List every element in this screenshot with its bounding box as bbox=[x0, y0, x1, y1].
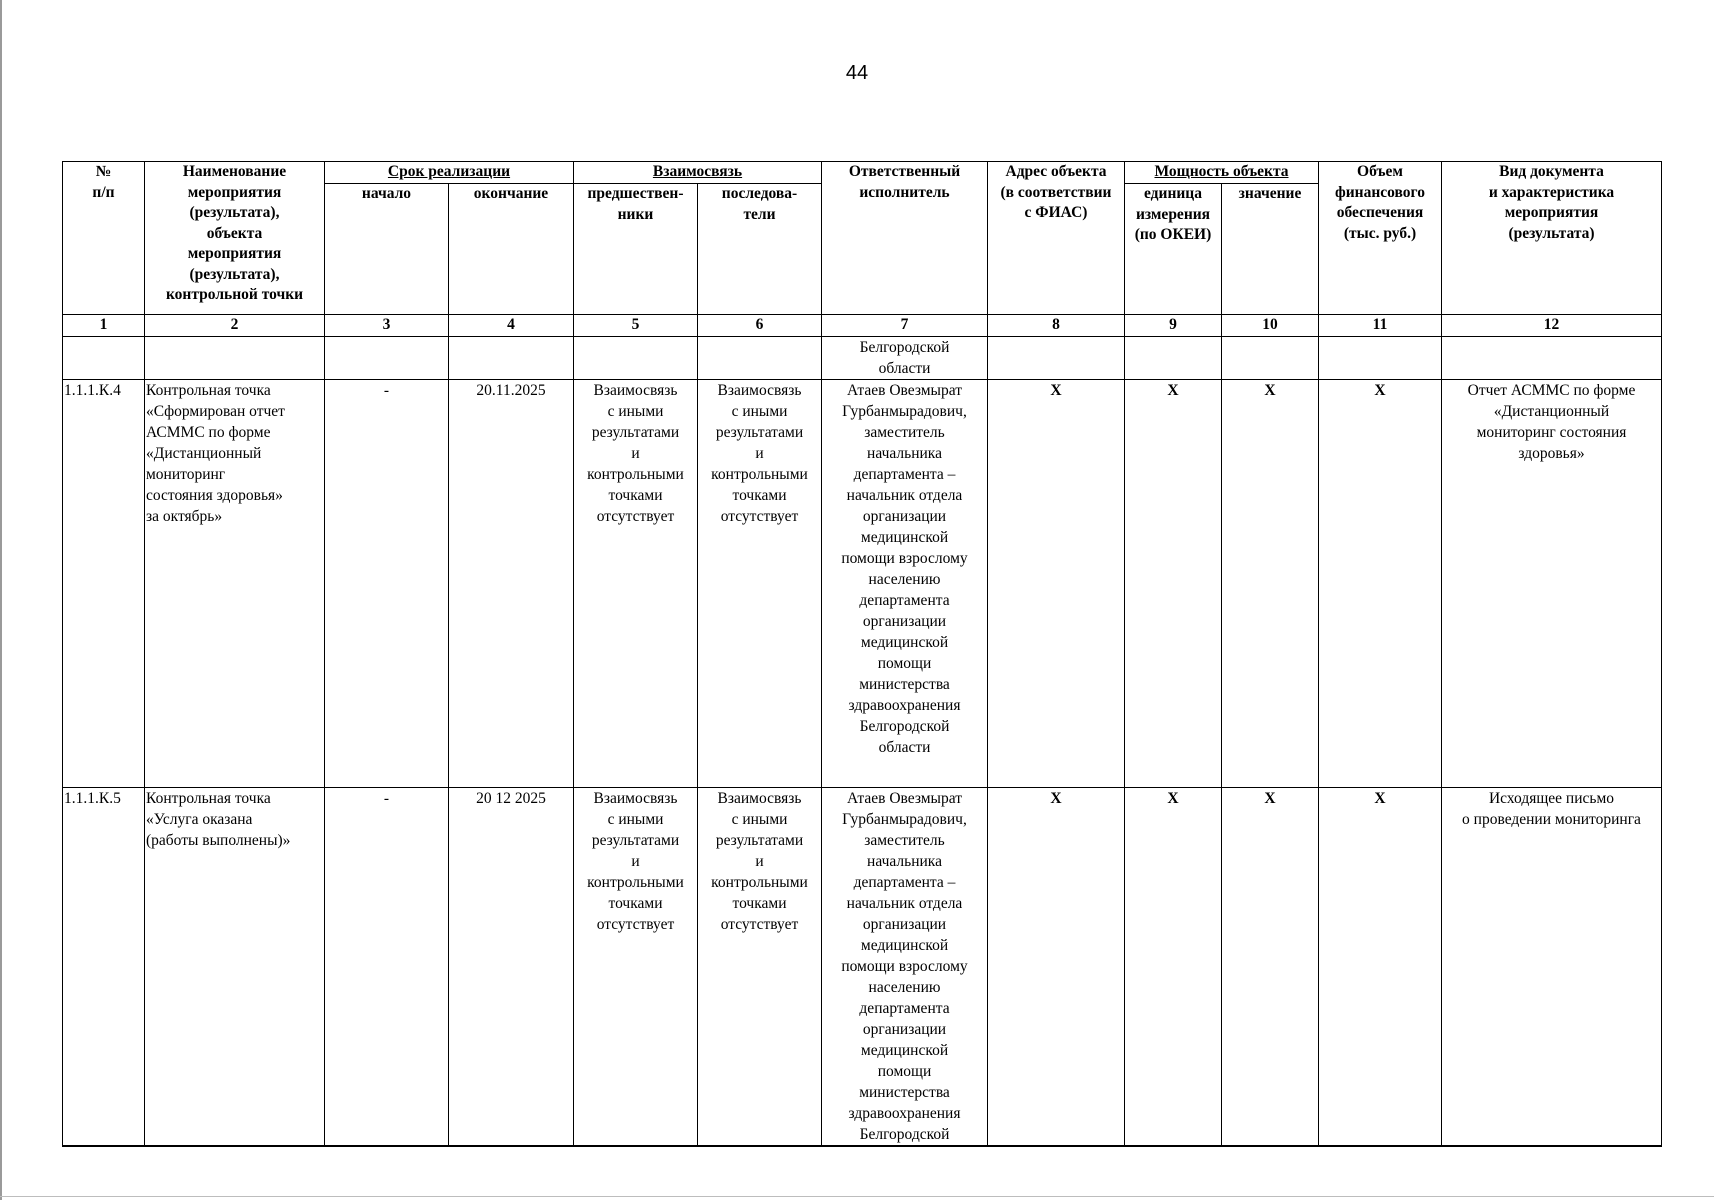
row-start: - bbox=[325, 788, 449, 1147]
header-successors: последова- тели bbox=[698, 184, 822, 315]
table-cell bbox=[63, 337, 145, 380]
column-number: 9 bbox=[1125, 315, 1222, 337]
header-num: № п/п bbox=[63, 162, 145, 315]
row-successors: Взаимосвязь с иными результатами и контрольными точками отсутствует bbox=[698, 380, 822, 788]
table-cell bbox=[1319, 337, 1442, 380]
page-number: 44 bbox=[845, 62, 869, 84]
table-cell bbox=[698, 337, 822, 380]
column-number: 12 bbox=[1442, 315, 1662, 337]
page-left-edge bbox=[0, 0, 2, 1200]
table-cell bbox=[1125, 337, 1222, 380]
row-value: Х bbox=[1222, 380, 1319, 788]
column-number: 6 bbox=[698, 315, 822, 337]
column-number: 7 bbox=[822, 315, 988, 337]
header-address: Адрес объекта (в соответствии с ФИАС) bbox=[988, 162, 1125, 315]
header-finance: Объем финансового обеспечения (тыс. руб.) bbox=[1319, 162, 1442, 315]
header-responsible: Ответственный исполнитель bbox=[822, 162, 988, 315]
continuation-responsible: Белгородской области bbox=[822, 337, 988, 380]
row-end: 20 12 2025 bbox=[449, 788, 574, 1147]
table-row bbox=[63, 380, 1662, 788]
table-cell bbox=[1222, 337, 1319, 380]
row-unit: Х bbox=[1125, 380, 1222, 788]
header-name: Наименование мероприятия (результата), объекта мероприятия (результата), контрольной точки bbox=[145, 162, 325, 315]
row-address: Х bbox=[988, 380, 1125, 788]
row-name: Контрольная точка «Сформирован отчет АСММС по форме «Дистанционный мониторинг состояния здоровья» за октябрь» bbox=[145, 380, 325, 788]
header-period: Срок реализации bbox=[325, 162, 574, 184]
row-finance: Х bbox=[1319, 788, 1442, 1147]
row-unit: Х bbox=[1125, 788, 1222, 1147]
header-end: окончание bbox=[449, 184, 574, 315]
table-cell bbox=[145, 337, 325, 380]
header-value: значение bbox=[1222, 184, 1319, 315]
continuation-row bbox=[63, 337, 1662, 380]
page-bottom-edge bbox=[0, 1196, 1714, 1197]
header-predecessors: предшествен- ники bbox=[574, 184, 698, 315]
header-relation: Взаимосвязь bbox=[574, 162, 822, 184]
header-start: начало bbox=[325, 184, 449, 315]
header-unit: единица измерения (по ОКЕИ) bbox=[1125, 184, 1222, 315]
row-start: - bbox=[325, 380, 449, 788]
column-number: 11 bbox=[1319, 315, 1442, 337]
row-predecessors: Взаимосвязь с иными результатами и контрольными точками отсутствует bbox=[574, 788, 698, 1147]
table-cell bbox=[449, 337, 574, 380]
column-number: 2 bbox=[145, 315, 325, 337]
row-responsible: Атаев Овезмырат Гурбанмырадович, заместитель начальника департамента – начальник отдела организации медицинской помощи взрослому населению департамента организации медицинской помощи министерства здравоохранения Белгородской bbox=[822, 788, 988, 1147]
header-capacity: Мощность объекта bbox=[1125, 162, 1319, 184]
row-successors: Взаимосвязь с иными результатами и контрольными точками отсутствует bbox=[698, 788, 822, 1147]
row-doc-type: Исходящее письмо о проведении мониторинга bbox=[1442, 788, 1662, 1147]
table-cell bbox=[1442, 337, 1662, 380]
row-id: 1.1.1.К.5 bbox=[63, 788, 145, 1147]
table-cell bbox=[988, 337, 1125, 380]
plan-table bbox=[62, 161, 1662, 1147]
column-number: 4 bbox=[449, 315, 574, 337]
row-name: Контрольная точка «Услуга оказана (работы выполнены)» bbox=[145, 788, 325, 1147]
row-end: 20.11.2025 bbox=[449, 380, 574, 788]
header-row-top bbox=[63, 162, 1662, 184]
table-cell bbox=[574, 337, 698, 380]
row-doc-type: Отчет АСММС по форме «Дистанционный мониторинг состояния здоровья» bbox=[1442, 380, 1662, 788]
column-number: 8 bbox=[988, 315, 1125, 337]
column-number: 3 bbox=[325, 315, 449, 337]
column-number: 1 bbox=[63, 315, 145, 337]
column-number-row bbox=[63, 315, 1662, 337]
row-value: Х bbox=[1222, 788, 1319, 1147]
row-finance: Х bbox=[1319, 380, 1442, 788]
table-row bbox=[63, 788, 1662, 1147]
row-responsible: Атаев Овезмырат Гурбанмырадович, заместитель начальника департамента – начальник отдела организации медицинской помощи взрослому населению департамента организации медицинской помощи министерства здравоохранения Белгородской области bbox=[822, 380, 988, 788]
row-predecessors: Взаимосвязь с иными результатами и контрольными точками отсутствует bbox=[574, 380, 698, 788]
header-doc-type: Вид документа и характеристика мероприятия (результата) bbox=[1442, 162, 1662, 315]
table-cell bbox=[325, 337, 449, 380]
column-number: 5 bbox=[574, 315, 698, 337]
column-number: 10 bbox=[1222, 315, 1319, 337]
row-id: 1.1.1.К.4 bbox=[63, 380, 145, 788]
row-address: Х bbox=[988, 788, 1125, 1147]
